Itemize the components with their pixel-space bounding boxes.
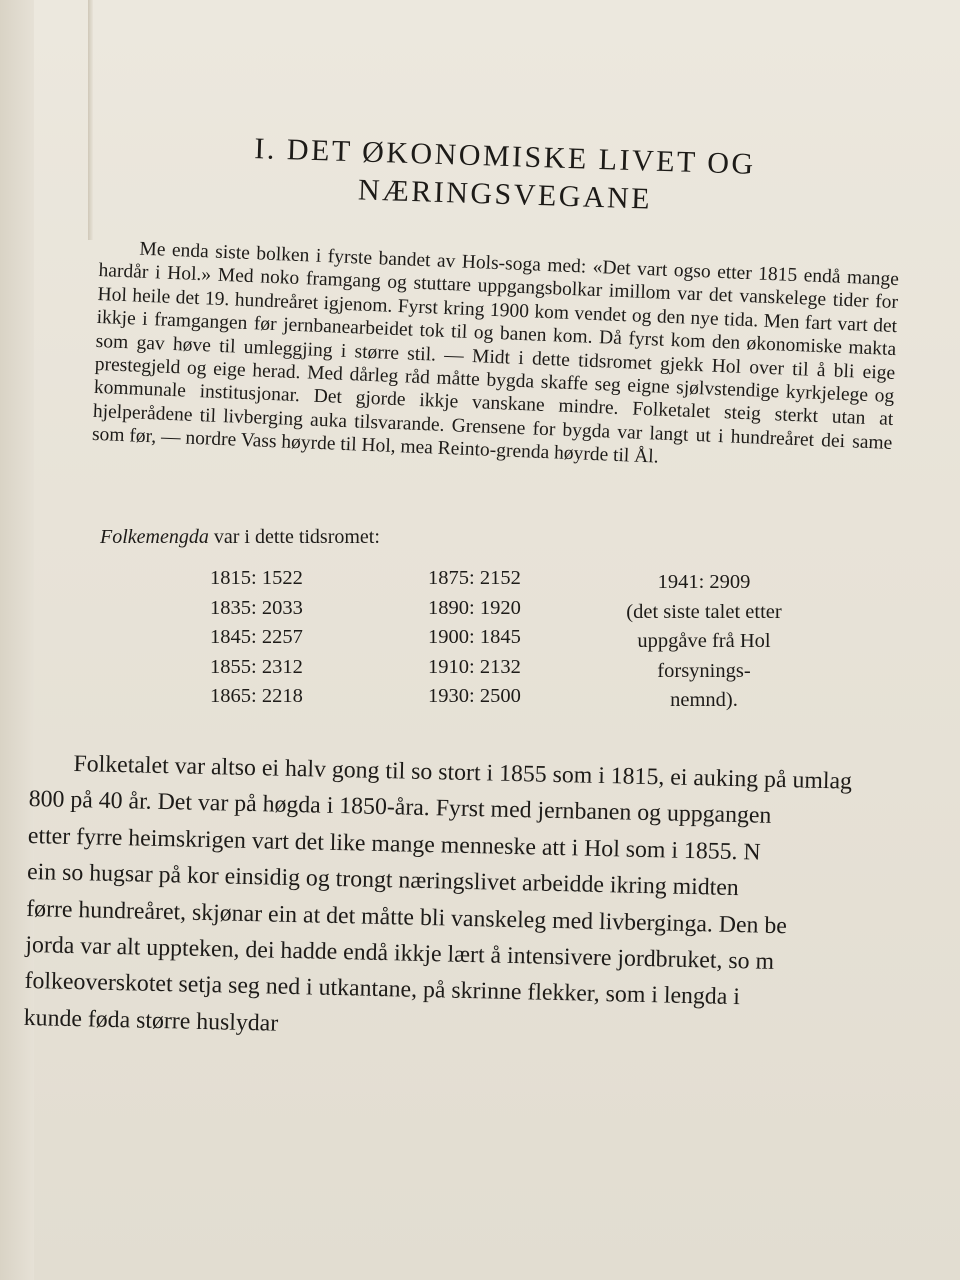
- population-column-1: [210, 564, 303, 712]
- population-entry: 1815: 1522: [210, 567, 303, 589]
- population-entry: 1865: 2218: [210, 685, 303, 708]
- population-entry: 1845: 2257: [210, 626, 303, 649]
- population-entry: 1930: 2500: [428, 685, 521, 708]
- page-gutter: [0, 0, 34, 1280]
- body-line: 800 på 40 år. Det var på høgda i 1850-åra. Fyrst med jernbanen og uppgangen: [28, 786, 772, 830]
- body-line: etter fyrre heimskrigen vart det like mange menneske att i Hol som i 1855. N: [27, 822, 761, 866]
- previous-page-edge: [88, 0, 93, 240]
- chapter-heading-line-1: I. DET ØKONOMISKE LIVET OG: [253, 132, 757, 181]
- body-line: jorda var alt uppteken, dei hadde endå ikkje lært å intensivere jordbruket, so m: [25, 931, 775, 975]
- population-intro-italic: Folkemengda: [100, 526, 209, 548]
- population-note-line: 1941: 2909: [657, 571, 751, 593]
- population-note-line: forsynings-: [657, 659, 751, 682]
- population-entry: 1900: 1845: [428, 626, 521, 649]
- population-note: [584, 568, 824, 716]
- population-note-line: (det siste talet etter: [626, 600, 782, 623]
- intro-paragraph: Me enda siste bolken i fyrste bandet av Hols-soga med: «Det vart ogso etter 1815 endå mange hardår i Hol.» Med noko framgang og stuttare uppgangsbolkar imillom var det vanskelege tider for Hol heile det 19. hundreåret igjenom. Fyrst kring 1900 kom vendet og den nye tida. Men fart vart det ikkje i framgangen før jernbanearbeidet tok til og banen kom. Då fyrst kom den økonomiske makta som gav høve til umleggjing i større stil. — Midt i dette tidsromet gjekk Hol over til å bli eige prestegjeld og eige herad. Med dårleg råd måtte bygda skaffe seg eigne sjølvstendige kyrkjelege og kommunale institusjonar. Det gjorde ikkje vanskane mindre. Folketalet steig sterkt utan at hjelperådene til livberging auka tilsvarande. Grensene for bygda var langt ut i hundreåret dei same som før, — nordre Vass høyrde til Hol, mea Reinto-grenda høyrde til Ål.: [91, 238, 900, 468]
- population-entry: 1835: 2033: [210, 596, 303, 619]
- body-line: kunde føda større huslydar: [23, 1004, 279, 1037]
- population-intro: [100, 526, 380, 549]
- chapter-heading-line-2: NÆRINGSVEGANE: [357, 173, 653, 216]
- population-entry: 1855: 2312: [210, 655, 303, 678]
- population-note-line: uppgåve frå Hol: [637, 630, 771, 653]
- population-intro-rest: var i dette tidsromet:: [208, 526, 380, 548]
- population-entry: 1890: 1920: [428, 596, 521, 619]
- body-line: Folketalet var altso ei halv gong til so stort i 1855 som i 1815, ei auking på umlag: [73, 750, 853, 795]
- body-line: førre hundreåret, skjønar ein at det måtte bli vanskeleg med livberginga. Den be: [25, 895, 788, 939]
- population-entry: 1910: 2132: [428, 655, 521, 678]
- body-line: folkeoverskotet setja seg ned i utkantane, på skrinne flekker, som i lengda i: [24, 968, 741, 1011]
- population-column-2: [428, 564, 521, 712]
- population-entry: 1875: 2152: [428, 567, 521, 589]
- population-note-line: nemnd).: [670, 689, 738, 712]
- body-paragraph: [23, 745, 960, 1059]
- body-line: ein so hugsar på kor einsidig og trongt næringslivet arbeidde ikring midten: [26, 859, 740, 902]
